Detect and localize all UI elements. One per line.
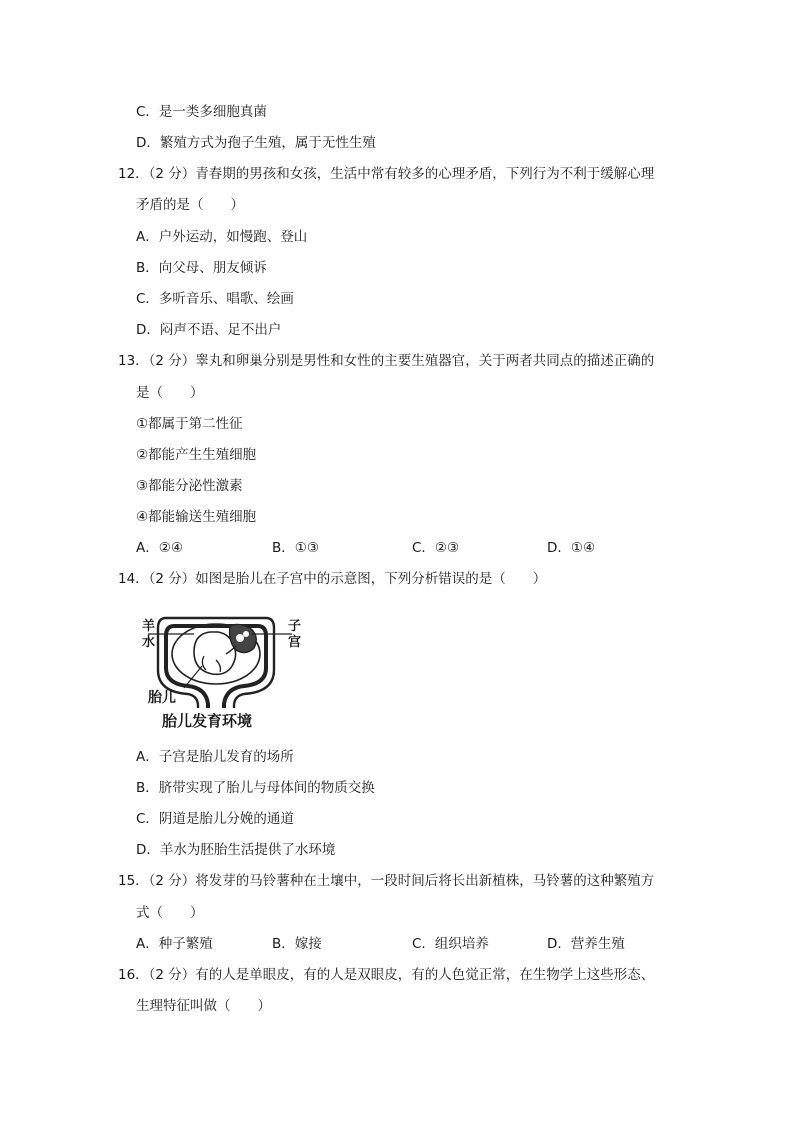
q15-option-b: B．嫁接 — [272, 936, 322, 952]
q15-option-a: A．种子繁殖 — [136, 936, 213, 952]
q12-option-c: C．多听音乐、唱歌、绘画 — [136, 291, 294, 307]
label-amniotic-1: 羊 — [142, 619, 156, 634]
q11-option-c: C．是一类多细胞真菌 — [136, 104, 267, 120]
q16-stem: 16．（2 分）有的人是单眼皮，有的人是双眼皮，有的人色觉正常，在生物学上这些形态、 — [118, 967, 655, 983]
q12-stem: 12．（2 分）青春期的男孩和女孩，生活中常有较多的心理矛盾，下列行为不利于缓解心理 — [118, 166, 655, 182]
q13-statement-2: ②都能产生生殖细胞 — [136, 447, 257, 463]
fetus-diagram — [134, 604, 314, 734]
label-amniotic-2: 水 — [142, 635, 156, 650]
q14-option-b: B．脐带实现了胎儿与母体间的物质交换 — [136, 780, 375, 796]
q15-option-d: D．营养生殖 — [547, 936, 625, 952]
q12-option-a: A．户外运动，如慢跑、登山 — [136, 229, 308, 245]
q13-statement-4: ④都能输送生殖细胞 — [136, 509, 257, 525]
q13-option-d: D．①④ — [547, 540, 596, 556]
q13-option-b: B．①③ — [272, 540, 319, 556]
q14-option-c: C．阴道是胎儿分娩的通道 — [136, 811, 294, 827]
q13-statement-1: ①都属于第二性征 — [136, 416, 243, 432]
q15-option-c: C．组织培养 — [412, 936, 489, 952]
q13-option-c: C．②③ — [412, 540, 460, 556]
fetus-in-uterus-figure — [134, 604, 314, 734]
q13-statement-3: ③都能分泌性激素 — [136, 478, 243, 494]
q13-stem-continued: 是（ ） — [136, 385, 204, 401]
q14-option-d: D．羊水为胚胎生活提供了水环境 — [136, 842, 336, 858]
label-uterus-2: 宫 — [288, 635, 302, 650]
figure-caption: 胎儿发育环境 — [162, 712, 253, 730]
q15-stem-continued: 式（ ） — [136, 905, 204, 921]
q14-stem: 14．（2 分）如图是胎儿在子宫中的示意图，下列分析错误的是（ ） — [118, 571, 547, 587]
q12-option-b: B．向父母、朋友倾诉 — [136, 260, 267, 276]
q11-option-d: D．繁殖方式为孢子生殖，属于无性生殖 — [136, 135, 376, 151]
label-fetus: 胎儿 — [148, 690, 176, 706]
q13-stem: 13．（2 分）睾丸和卵巢分别是男性和女性的主要生殖器官，关于两者共同点的描述正确的 — [118, 353, 655, 369]
q14-option-a: A．子宫是胎儿发育的场所 — [136, 749, 294, 765]
q12-stem-continued: 矛盾的是（ ） — [136, 197, 244, 213]
q15-stem: 15．（2 分）将发芽的马铃薯种在土壤中，一段时间后将长出新植株，马铃薯的这种繁殖方 — [118, 873, 655, 889]
q13-option-a: A．②④ — [136, 540, 183, 556]
q12-option-d: D．闷声不语、足不出户 — [136, 322, 282, 338]
q16-stem-continued: 生理特征叫做（ ） — [136, 998, 271, 1014]
label-uterus-1: 子 — [288, 619, 302, 634]
